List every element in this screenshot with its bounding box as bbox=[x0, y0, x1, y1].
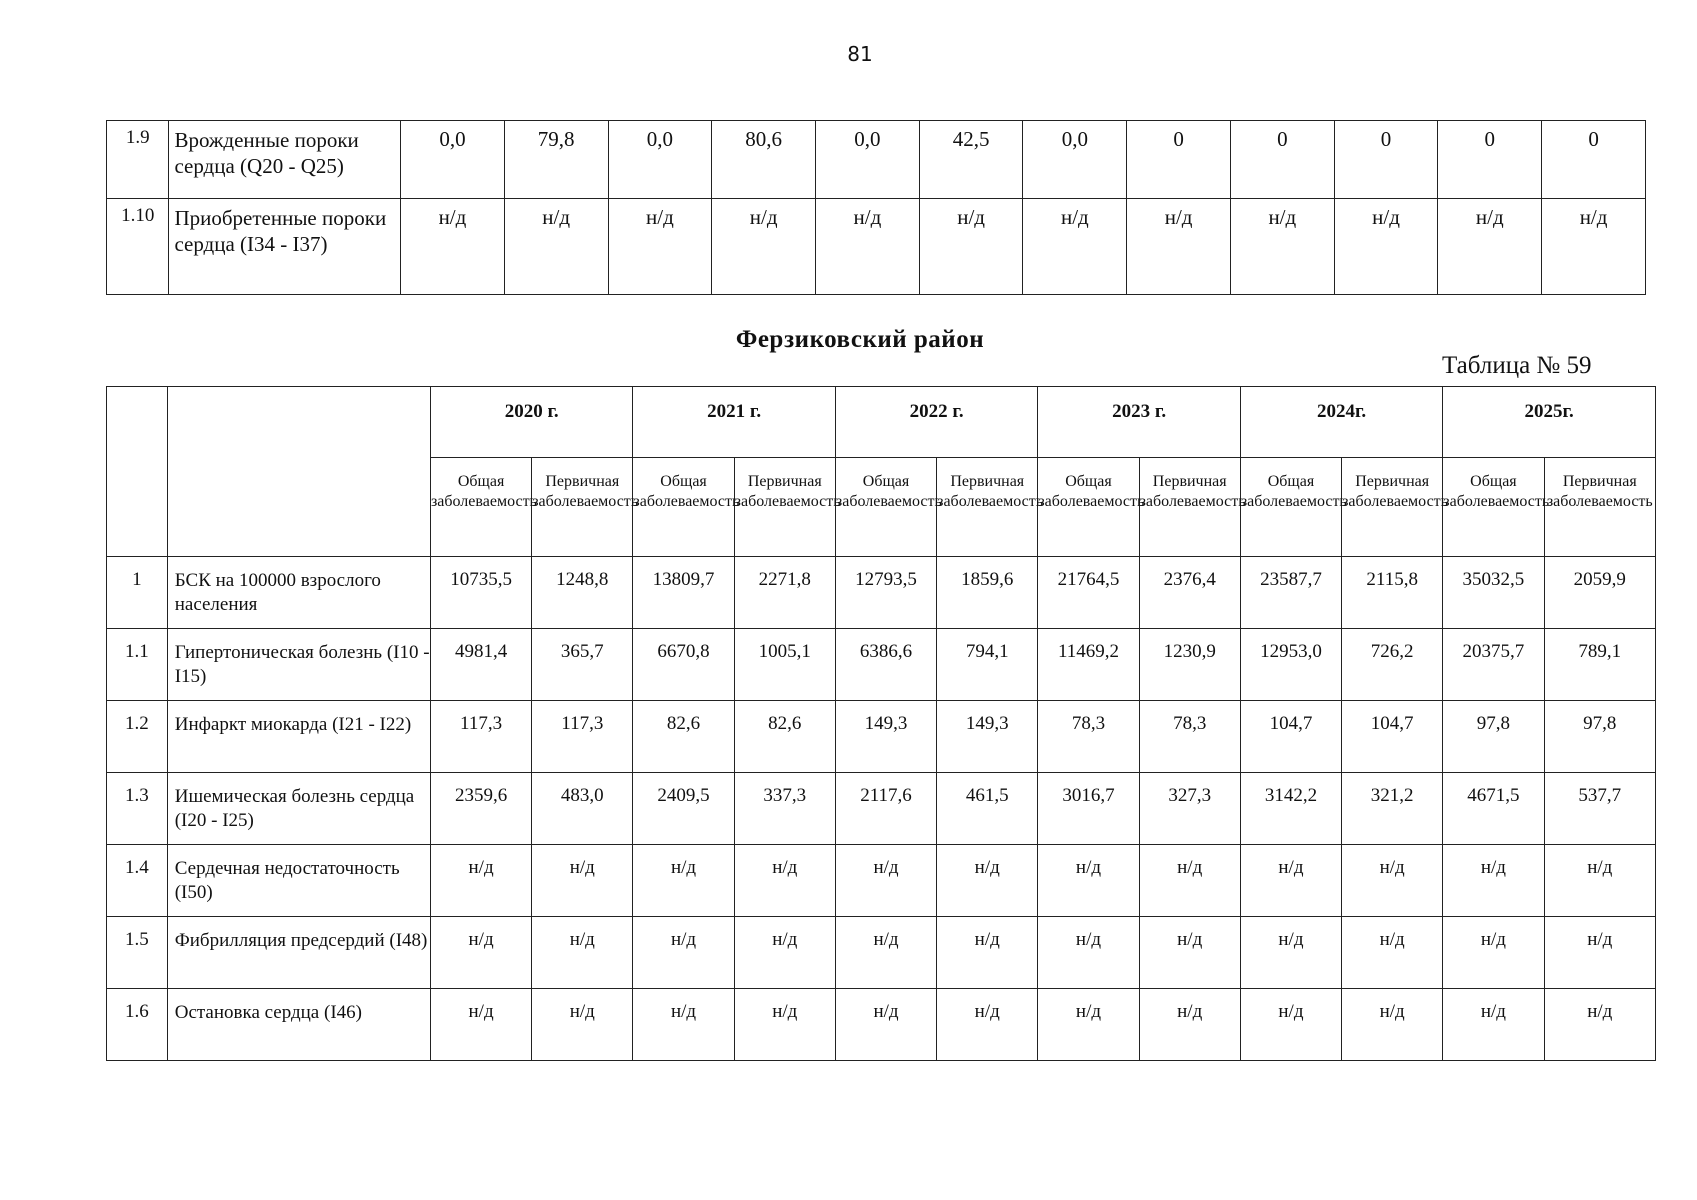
row-name: БСК на 100000 взрослого населения bbox=[167, 557, 430, 629]
value-cell: 1005,1 bbox=[734, 629, 835, 701]
value-cell: н/д bbox=[835, 845, 936, 917]
row-name: Инфаркт миокарда (I21 - I22) bbox=[167, 701, 430, 773]
subheader-cell: Первичная заболеваемость bbox=[937, 458, 1038, 557]
value-cell: н/д bbox=[504, 199, 608, 295]
value-cell: н/д bbox=[1240, 917, 1341, 989]
value-cell: 6670,8 bbox=[633, 629, 734, 701]
value-cell: н/д bbox=[835, 917, 936, 989]
value-cell: 10735,5 bbox=[430, 557, 531, 629]
value-cell: н/д bbox=[1127, 199, 1231, 295]
value-cell: 12793,5 bbox=[835, 557, 936, 629]
year-header-row bbox=[107, 387, 1656, 458]
row-name: Приобретенные пороки сердца (I34 - I37) bbox=[169, 199, 401, 295]
value-cell: 2115,8 bbox=[1342, 557, 1443, 629]
value-cell: 104,7 bbox=[1342, 701, 1443, 773]
value-cell: 149,3 bbox=[937, 701, 1038, 773]
value-cell: 0,0 bbox=[608, 121, 712, 199]
subheader-cell: Первичная заболеваемость bbox=[532, 458, 633, 557]
value-cell: н/д bbox=[937, 845, 1038, 917]
value-cell: н/д bbox=[1139, 845, 1240, 917]
value-cell: н/д bbox=[1443, 917, 1544, 989]
value-cell: н/д bbox=[816, 199, 920, 295]
value-cell: 42,5 bbox=[919, 121, 1023, 199]
row-code: 1.3 bbox=[107, 773, 168, 845]
value-cell: н/д bbox=[532, 917, 633, 989]
value-cell: н/д bbox=[835, 989, 936, 1061]
value-cell: н/д bbox=[1443, 989, 1544, 1061]
value-cell: 0,0 bbox=[816, 121, 920, 199]
row-name: Гипертоническая болезнь (I10 - I15) bbox=[167, 629, 430, 701]
row-code: 1.10 bbox=[107, 199, 169, 295]
value-cell: 2059,9 bbox=[1544, 557, 1655, 629]
subheader-cell: Первичная заболеваемость bbox=[1139, 458, 1240, 557]
morbidity-table bbox=[106, 386, 1656, 1061]
value-cell: 1230,9 bbox=[1139, 629, 1240, 701]
value-cell: н/д bbox=[1342, 845, 1443, 917]
continued-table bbox=[106, 120, 1646, 295]
subheader-cell: Общая заболеваемость bbox=[430, 458, 531, 557]
value-cell: н/д bbox=[1544, 845, 1655, 917]
value-cell: 726,2 bbox=[1342, 629, 1443, 701]
subheader-cell: Общая заболеваемость bbox=[1038, 458, 1139, 557]
value-cell: 79,8 bbox=[504, 121, 608, 199]
value-cell: 0 bbox=[1230, 121, 1334, 199]
value-cell: н/д bbox=[1542, 199, 1646, 295]
page-number: 81 bbox=[847, 42, 873, 66]
value-cell: н/д bbox=[532, 845, 633, 917]
value-cell: 3016,7 bbox=[1038, 773, 1139, 845]
value-cell: 794,1 bbox=[937, 629, 1038, 701]
value-cell: н/д bbox=[430, 989, 531, 1061]
value-cell: н/д bbox=[1240, 845, 1341, 917]
value-cell: н/д bbox=[430, 917, 531, 989]
value-cell: н/д bbox=[1139, 917, 1240, 989]
value-cell: 537,7 bbox=[1544, 773, 1655, 845]
value-cell: 0,0 bbox=[1023, 121, 1127, 199]
year-header: 2025г. bbox=[1443, 387, 1656, 458]
value-cell: 483,0 bbox=[532, 773, 633, 845]
year-header: 2024г. bbox=[1240, 387, 1442, 458]
row-name: Остановка сердца (I46) bbox=[167, 989, 430, 1061]
row-code: 1.5 bbox=[107, 917, 168, 989]
value-cell: 80,6 bbox=[712, 121, 816, 199]
value-cell: 321,2 bbox=[1342, 773, 1443, 845]
value-cell: н/д bbox=[401, 199, 505, 295]
row-code: 1.4 bbox=[107, 845, 168, 917]
subheader-cell: Общая заболеваемость bbox=[633, 458, 734, 557]
value-cell: 11469,2 bbox=[1038, 629, 1139, 701]
value-cell: н/д bbox=[633, 989, 734, 1061]
value-cell: 2271,8 bbox=[734, 557, 835, 629]
value-cell: 117,3 bbox=[532, 701, 633, 773]
subheader-cell: Общая заболеваемость bbox=[1240, 458, 1341, 557]
value-cell: 789,1 bbox=[1544, 629, 1655, 701]
value-cell: 97,8 bbox=[1544, 701, 1655, 773]
subheader-cell: Первичная заболеваемость bbox=[1544, 458, 1655, 557]
value-cell: н/д bbox=[734, 917, 835, 989]
value-cell: н/д bbox=[1038, 845, 1139, 917]
subheader-cell: Первичная заболеваемость bbox=[1342, 458, 1443, 557]
table-row bbox=[107, 773, 1656, 845]
value-cell: н/д bbox=[430, 845, 531, 917]
year-header: 2023 г. bbox=[1038, 387, 1240, 458]
table-row bbox=[107, 199, 1646, 295]
table-number-label: Таблица № 59 bbox=[1442, 352, 1592, 379]
table-row bbox=[107, 989, 1656, 1061]
value-cell: 117,3 bbox=[430, 701, 531, 773]
value-cell: н/д bbox=[1438, 199, 1542, 295]
header-name-cell bbox=[167, 387, 430, 557]
row-name: Врожденные пороки сердца (Q20 - Q25) bbox=[169, 121, 401, 199]
section-title: Ферзиковский район bbox=[735, 326, 985, 353]
subheader-cell: Общая заболеваемость bbox=[835, 458, 936, 557]
row-name: Фибрилляция предсердий (I48) bbox=[167, 917, 430, 989]
value-cell: 104,7 bbox=[1240, 701, 1341, 773]
value-cell: 78,3 bbox=[1139, 701, 1240, 773]
table-row bbox=[107, 701, 1656, 773]
value-cell: 149,3 bbox=[835, 701, 936, 773]
value-cell: н/д bbox=[712, 199, 816, 295]
table-row bbox=[107, 121, 1646, 199]
value-cell: н/д bbox=[608, 199, 712, 295]
value-cell: н/д bbox=[1230, 199, 1334, 295]
value-cell: 337,3 bbox=[734, 773, 835, 845]
value-cell: н/д bbox=[937, 917, 1038, 989]
value-cell: н/д bbox=[1038, 917, 1139, 989]
header-code-cell bbox=[107, 387, 168, 557]
table-row bbox=[107, 629, 1656, 701]
value-cell: 0 bbox=[1127, 121, 1231, 199]
value-cell: 327,3 bbox=[1139, 773, 1240, 845]
value-cell: н/д bbox=[937, 989, 1038, 1061]
value-cell: 0 bbox=[1438, 121, 1542, 199]
value-cell: 1859,6 bbox=[937, 557, 1038, 629]
value-cell: н/д bbox=[1342, 917, 1443, 989]
value-cell: н/д bbox=[1443, 845, 1544, 917]
value-cell: 21764,5 bbox=[1038, 557, 1139, 629]
value-cell: н/д bbox=[633, 845, 734, 917]
value-cell: н/д bbox=[633, 917, 734, 989]
value-cell: 461,5 bbox=[937, 773, 1038, 845]
value-cell: н/д bbox=[1544, 989, 1655, 1061]
table-row bbox=[107, 917, 1656, 989]
value-cell: 0,0 bbox=[401, 121, 505, 199]
value-cell: 82,6 bbox=[633, 701, 734, 773]
value-cell: 82,6 bbox=[734, 701, 835, 773]
year-header: 2020 г. bbox=[430, 387, 632, 458]
value-cell: н/д bbox=[1342, 989, 1443, 1061]
value-cell: 20375,7 bbox=[1443, 629, 1544, 701]
subheader-cell: Первичная заболеваемость bbox=[734, 458, 835, 557]
value-cell: 23587,7 bbox=[1240, 557, 1341, 629]
row-name: Сердечная недостаточность (I50) bbox=[167, 845, 430, 917]
value-cell: 0 bbox=[1542, 121, 1646, 199]
value-cell: н/д bbox=[734, 989, 835, 1061]
value-cell: 0 bbox=[1334, 121, 1438, 199]
value-cell: н/д bbox=[1139, 989, 1240, 1061]
value-cell: н/д bbox=[532, 989, 633, 1061]
value-cell: н/д bbox=[734, 845, 835, 917]
row-code: 1.9 bbox=[107, 121, 169, 199]
table-row bbox=[107, 557, 1656, 629]
value-cell: 12953,0 bbox=[1240, 629, 1341, 701]
value-cell: 6386,6 bbox=[835, 629, 936, 701]
table-row bbox=[107, 845, 1656, 917]
row-code: 1.1 bbox=[107, 629, 168, 701]
value-cell: н/д bbox=[1240, 989, 1341, 1061]
value-cell: 2117,6 bbox=[835, 773, 936, 845]
value-cell: 365,7 bbox=[532, 629, 633, 701]
value-cell: 35032,5 bbox=[1443, 557, 1544, 629]
value-cell: н/д bbox=[1038, 989, 1139, 1061]
year-header: 2022 г. bbox=[835, 387, 1037, 458]
value-cell: 2409,5 bbox=[633, 773, 734, 845]
value-cell: 4671,5 bbox=[1443, 773, 1544, 845]
value-cell: н/д bbox=[1023, 199, 1127, 295]
value-cell: 2376,4 bbox=[1139, 557, 1240, 629]
value-cell: 1248,8 bbox=[532, 557, 633, 629]
value-cell: н/д bbox=[1334, 199, 1438, 295]
row-name: Ишемическая болезнь сердца (I20 - I25) bbox=[167, 773, 430, 845]
value-cell: 13809,7 bbox=[633, 557, 734, 629]
subheader-cell: Общая заболеваемость bbox=[1443, 458, 1544, 557]
value-cell: 2359,6 bbox=[430, 773, 531, 845]
year-header: 2021 г. bbox=[633, 387, 835, 458]
value-cell: 78,3 bbox=[1038, 701, 1139, 773]
row-code: 1.6 bbox=[107, 989, 168, 1061]
row-code: 1.2 bbox=[107, 701, 168, 773]
row-code: 1 bbox=[107, 557, 168, 629]
value-cell: 97,8 bbox=[1443, 701, 1544, 773]
value-cell: н/д bbox=[1544, 917, 1655, 989]
value-cell: 3142,2 bbox=[1240, 773, 1341, 845]
value-cell: н/д bbox=[919, 199, 1023, 295]
value-cell: 4981,4 bbox=[430, 629, 531, 701]
